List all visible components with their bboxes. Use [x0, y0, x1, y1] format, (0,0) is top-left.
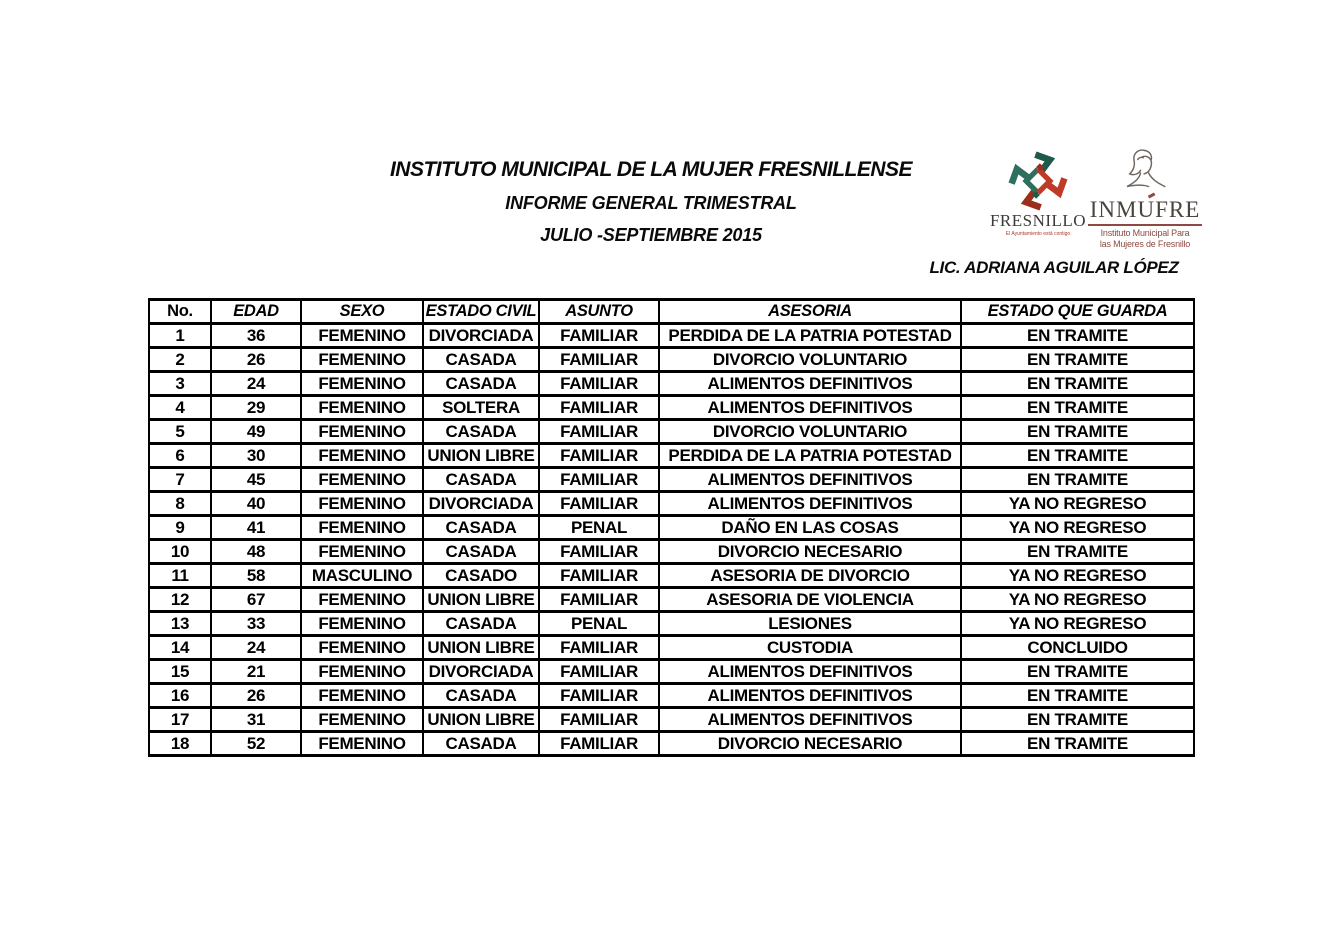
- data-cell: CUSTODIA: [659, 636, 961, 660]
- data-cell: 26: [211, 684, 301, 708]
- table-row: [149, 396, 1194, 420]
- column-header: EDAD: [211, 300, 301, 324]
- data-cell: FAMILIAR: [539, 372, 659, 396]
- data-cell: MASCULINO: [301, 564, 423, 588]
- data-cell: 31: [211, 708, 301, 732]
- data-cell: FAMILIAR: [539, 708, 659, 732]
- data-cell: FAMILIAR: [539, 732, 659, 756]
- column-header: ESTADO QUE GUARDA: [961, 300, 1194, 324]
- data-cell: 36: [211, 324, 301, 348]
- table-row: [149, 492, 1194, 516]
- row-number-cell: 7: [149, 468, 211, 492]
- data-cell: CASADA: [423, 468, 539, 492]
- report-subtitle: INFORME GENERAL TRIMESTRAL: [505, 193, 797, 213]
- data-cell: FAMILIAR: [539, 492, 659, 516]
- table-row: [149, 660, 1194, 684]
- data-cell: EN TRAMITE: [961, 468, 1194, 492]
- column-header: ASESORIA: [659, 300, 961, 324]
- data-cell: 45: [211, 468, 301, 492]
- table-header: [149, 300, 1194, 324]
- row-number-cell: 17: [149, 708, 211, 732]
- data-cell: ALIMENTOS DEFINITIVOS: [659, 660, 961, 684]
- data-cell: FAMILIAR: [539, 540, 659, 564]
- fresnillo-tagline: El Ayuntamiento está contigo: [1005, 231, 1071, 237]
- data-cell: FEMENINO: [301, 372, 423, 396]
- data-cell: ALIMENTOS DEFINITIVOS: [659, 684, 961, 708]
- data-cell: FAMILIAR: [539, 324, 659, 348]
- inmufre-name-text: INMUFRE: [1089, 197, 1201, 222]
- row-number-cell: 11: [149, 564, 211, 588]
- data-cell: FAMILIAR: [539, 468, 659, 492]
- fresnillo-logo: [986, 148, 1090, 237]
- data-cell: EN TRAMITE: [961, 420, 1194, 444]
- data-cell: 40: [211, 492, 301, 516]
- row-number-cell: 18: [149, 732, 211, 756]
- inmufre-logo: [1086, 146, 1204, 250]
- data-cell: FEMENINO: [301, 612, 423, 636]
- data-cell: YA NO REGRESO: [961, 516, 1194, 540]
- data-cell: DIVORCIO VOLUNTARIO: [659, 348, 961, 372]
- data-cell: FEMENINO: [301, 348, 423, 372]
- data-cell: EN TRAMITE: [961, 732, 1194, 756]
- data-cell: ASESORIA DE DIVORCIO: [659, 564, 961, 588]
- data-cell: FAMILIAR: [539, 660, 659, 684]
- data-cell: EN TRAMITE: [961, 708, 1194, 732]
- data-cell: FAMILIAR: [539, 348, 659, 372]
- data-cell: EN TRAMITE: [961, 396, 1194, 420]
- row-number-cell: 5: [149, 420, 211, 444]
- data-cell: EN TRAMITE: [961, 540, 1194, 564]
- table-row: [149, 636, 1194, 660]
- data-cell: 52: [211, 732, 301, 756]
- data-cell: PERDIDA DE LA PATRIA POTESTAD: [659, 444, 961, 468]
- data-cell: FEMENINO: [301, 732, 423, 756]
- data-cell: DAÑO EN LAS COSAS: [659, 516, 961, 540]
- row-number-cell: 1: [149, 324, 211, 348]
- data-cell: UNION LIBRE: [423, 708, 539, 732]
- data-cell: FAMILIAR: [539, 684, 659, 708]
- row-number-cell: 12: [149, 588, 211, 612]
- data-cell: DIVORCIO NECESARIO: [659, 540, 961, 564]
- fresnillo-wordmark: FRESNILLO: [989, 211, 1087, 230]
- data-cell: ALIMENTOS DEFINITIVOS: [659, 372, 961, 396]
- data-cell: CASADA: [423, 684, 539, 708]
- data-cell: 29: [211, 396, 301, 420]
- inmufre-wordmark: [1086, 198, 1204, 221]
- data-cell: LESIONES: [659, 612, 961, 636]
- table-row: [149, 420, 1194, 444]
- table-row: [149, 324, 1194, 348]
- data-cell: FAMILIAR: [539, 444, 659, 468]
- table-row: [149, 468, 1194, 492]
- data-cell: FEMENINO: [301, 396, 423, 420]
- data-cell: EN TRAMITE: [961, 444, 1194, 468]
- data-cell: 49: [211, 420, 301, 444]
- table-row: [149, 708, 1194, 732]
- row-number-cell: 2: [149, 348, 211, 372]
- data-cell: CASADA: [423, 420, 539, 444]
- data-cell: 67: [211, 588, 301, 612]
- data-cell: UNION LIBRE: [423, 588, 539, 612]
- data-cell: ALIMENTOS DEFINITIVOS: [659, 708, 961, 732]
- table-body: [149, 324, 1194, 756]
- data-cell: 58: [211, 564, 301, 588]
- data-cell: EN TRAMITE: [961, 324, 1194, 348]
- data-cell: FAMILIAR: [539, 396, 659, 420]
- data-cell: EN TRAMITE: [961, 684, 1194, 708]
- data-cell: UNION LIBRE: [423, 444, 539, 468]
- column-header: No.: [149, 300, 211, 324]
- data-cell: CONCLUIDO: [961, 636, 1194, 660]
- data-cell: SOLTERA: [423, 396, 539, 420]
- row-number-cell: 6: [149, 444, 211, 468]
- table-row: [149, 564, 1194, 588]
- data-cell: PERDIDA DE LA PATRIA POTESTAD: [659, 324, 961, 348]
- inmufre-subtitle-line1: Instituto Municipal Para: [1100, 228, 1190, 238]
- data-cell: FEMENINO: [301, 636, 423, 660]
- report-header: [230, 158, 1072, 246]
- data-cell: FAMILIAR: [539, 636, 659, 660]
- data-cell: 41: [211, 516, 301, 540]
- row-number-cell: 15: [149, 660, 211, 684]
- table-row: [149, 372, 1194, 396]
- data-cell: FAMILIAR: [539, 588, 659, 612]
- row-number-cell: 9: [149, 516, 211, 540]
- data-cell: FEMENINO: [301, 468, 423, 492]
- data-cell: FEMENINO: [301, 540, 423, 564]
- data-cell: FEMENINO: [301, 492, 423, 516]
- data-cell: DIVORCIO VOLUNTARIO: [659, 420, 961, 444]
- data-cell: ASESORIA DE VIOLENCIA: [659, 588, 961, 612]
- data-cell: FEMENINO: [301, 420, 423, 444]
- table-row: [149, 684, 1194, 708]
- data-cell: PENAL: [539, 516, 659, 540]
- data-cell: FEMENINO: [301, 588, 423, 612]
- table-row: [149, 516, 1194, 540]
- data-cell: YA NO REGRESO: [961, 612, 1194, 636]
- data-cell: 21: [211, 660, 301, 684]
- column-header: ESTADO CIVIL: [423, 300, 539, 324]
- data-cell: CASADO: [423, 564, 539, 588]
- data-cell: 24: [211, 636, 301, 660]
- fresnillo-ribbon-icon: [1004, 148, 1072, 214]
- data-cell: CASADA: [423, 372, 539, 396]
- column-header: ASUNTO: [539, 300, 659, 324]
- data-cell: FEMENINO: [301, 684, 423, 708]
- data-cell: UNION LIBRE: [423, 636, 539, 660]
- row-number-cell: 16: [149, 684, 211, 708]
- data-cell: 26: [211, 348, 301, 372]
- data-cell: FAMILIAR: [539, 420, 659, 444]
- data-cell: ALIMENTOS DEFINITIVOS: [659, 492, 961, 516]
- data-cell: DIVORCIADA: [423, 660, 539, 684]
- table-row: [149, 588, 1194, 612]
- data-cell: ALIMENTOS DEFINITIVOS: [659, 396, 961, 420]
- table-row: [149, 348, 1194, 372]
- report-period: JULIO -SEPTIEMBRE 2015: [540, 225, 762, 245]
- data-cell: DIVORCIADA: [423, 492, 539, 516]
- signatory-name: LIC. ADRIANA AGUILAR LÓPEZ: [929, 258, 1179, 277]
- woman-sketch-icon: [1118, 146, 1172, 200]
- data-cell: FAMILIAR: [539, 564, 659, 588]
- data-cell: FEMENINO: [301, 324, 423, 348]
- data-cell: FEMENINO: [301, 660, 423, 684]
- data-cell: YA NO REGRESO: [961, 492, 1194, 516]
- data-cell: YA NO REGRESO: [961, 588, 1194, 612]
- data-cell: FEMENINO: [301, 708, 423, 732]
- cases-table: [148, 298, 1195, 757]
- data-cell: EN TRAMITE: [961, 660, 1194, 684]
- row-number-cell: 13: [149, 612, 211, 636]
- row-number-cell: 10: [149, 540, 211, 564]
- data-cell: EN TRAMITE: [961, 348, 1194, 372]
- table-row: [149, 732, 1194, 756]
- data-cell: CASADA: [423, 732, 539, 756]
- data-cell: YA NO REGRESO: [961, 564, 1194, 588]
- data-cell: EN TRAMITE: [961, 372, 1194, 396]
- data-cell: 33: [211, 612, 301, 636]
- header-row: [149, 300, 1194, 324]
- data-cell: CASADA: [423, 612, 539, 636]
- row-number-cell: 3: [149, 372, 211, 396]
- inmufre-divider-line: [1088, 224, 1202, 226]
- data-cell: DIVORCIADA: [423, 324, 539, 348]
- table-row: [149, 540, 1194, 564]
- data-cell: 30: [211, 444, 301, 468]
- data-cell: CASADA: [423, 348, 539, 372]
- data-cell: CASADA: [423, 540, 539, 564]
- data-cell: 24: [211, 372, 301, 396]
- inmufre-subtitle-line2: las Mujeres de Fresnillo: [1099, 239, 1191, 249]
- row-number-cell: 8: [149, 492, 211, 516]
- data-cell: PENAL: [539, 612, 659, 636]
- row-number-cell: 14: [149, 636, 211, 660]
- data-cell: CASADA: [423, 516, 539, 540]
- data-cell: DIVORCIO NECESARIO: [659, 732, 961, 756]
- data-cell: FEMENINO: [301, 444, 423, 468]
- data-cell: FEMENINO: [301, 516, 423, 540]
- table-row: [149, 444, 1194, 468]
- table-row: [149, 612, 1194, 636]
- data-cell: ALIMENTOS DEFINITIVOS: [659, 468, 961, 492]
- column-header: SEXO: [301, 300, 423, 324]
- data-cell: 48: [211, 540, 301, 564]
- row-number-cell: 4: [149, 396, 211, 420]
- institute-title: INSTITUTO MUNICIPAL DE LA MUJER FRESNILLENSE: [389, 158, 913, 181]
